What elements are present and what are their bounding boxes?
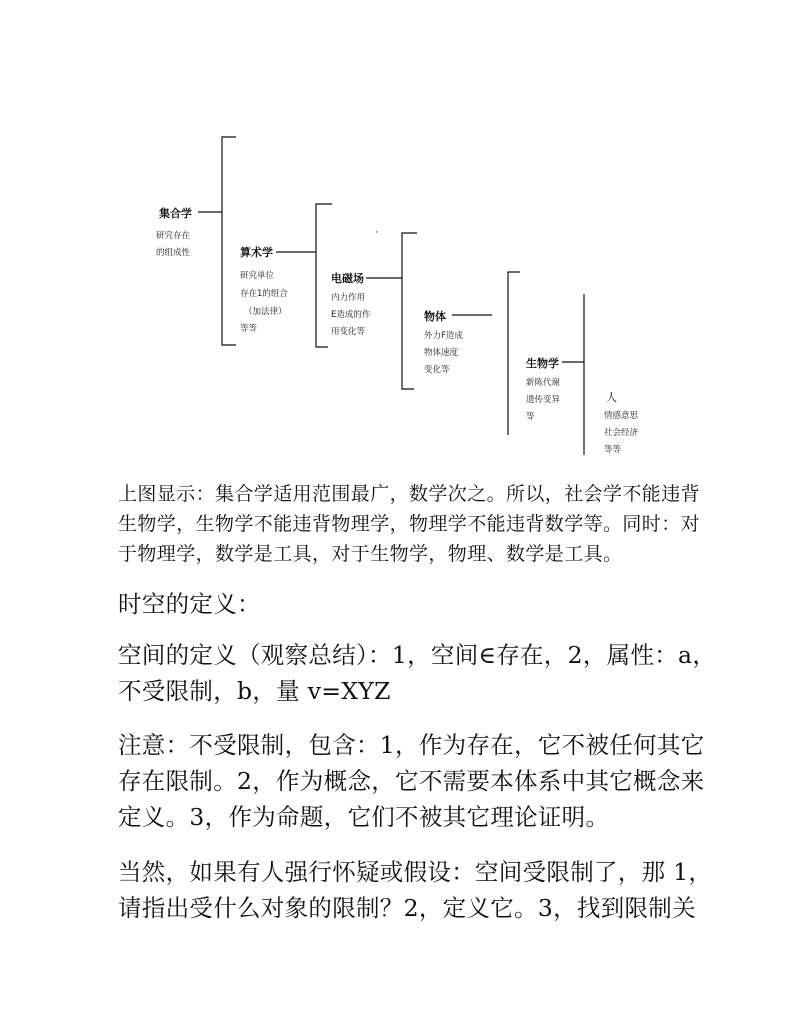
node-title: 人	[606, 391, 617, 404]
diagram-node-electromagnetic-field	[331, 271, 371, 337]
section-heading: 时空的定义：	[118, 590, 261, 618]
node-title: 集合学	[159, 207, 192, 220]
text-line: 当然，如果有人强行怀疑或假设：空间受限制了，那 1，	[118, 858, 713, 886]
node-line: 遗传变异	[526, 395, 561, 405]
space-definition-paragraph	[118, 637, 716, 709]
node-line: 外力F造成	[424, 331, 463, 341]
node-title: 电磁场	[331, 272, 364, 285]
node-line: 物体速度	[424, 348, 459, 358]
node-line: 内力作用	[331, 293, 366, 303]
text-line: 注意：不受限制，包含：1，作为存在，它不被任何其它	[118, 731, 705, 759]
text-line: 存在限制。2，作为概念，它不需要本体系中其它概念来	[118, 767, 705, 795]
diagram-node-biology	[526, 356, 561, 422]
node-line: 存在1的组合	[240, 289, 288, 299]
diagram-node-physical-body	[424, 309, 463, 375]
node-line: 变化等	[424, 365, 450, 375]
diagram-node-human	[604, 391, 639, 455]
node-line: 等	[526, 412, 535, 422]
node-line: 的组成性	[156, 248, 191, 258]
text-line: 请指出受什么对象的限制？2，定义它。3，找到限制关	[118, 894, 696, 922]
doubt-paragraph	[118, 854, 712, 926]
text-line: 定义。3，作为命题，它们不被其它理论证明。	[118, 803, 610, 831]
diagram-node-arithmetic	[240, 245, 288, 334]
diagram-node-set-theory	[156, 206, 192, 258]
node-line: 情感意思	[604, 411, 639, 421]
text-line: 不受限制，b，量 v=XYZ	[118, 677, 391, 705]
node-line: （加法律）	[244, 307, 287, 317]
text-line: 空间的定义（观察总结）：1，空间∈存在，2，属性：a，	[118, 641, 717, 669]
node-title: 物体	[424, 310, 446, 323]
node-title: 算术学	[240, 246, 273, 259]
node-line: 新陈代谢	[526, 378, 561, 388]
node-line: 用变化等	[331, 327, 366, 337]
text-line: 上图显示：集合学适用范围最广，数学次之。所以，社会学不能违背	[118, 483, 701, 505]
node-line: 研究单位	[240, 271, 275, 281]
node-line: 等等	[604, 445, 622, 455]
node-title: 生物学	[526, 357, 559, 370]
hierarchy-diagram	[0, 0, 800, 470]
caption-paragraph	[118, 479, 700, 569]
note-paragraph	[118, 727, 704, 835]
text-line: 于物理学，数学是工具，对于生物学，物理、数学是工具。	[118, 543, 623, 565]
node-line: 等等	[240, 324, 258, 334]
text-line: 生物学，生物学不能违背物理学，物理学不能违背数学等。同时：对	[118, 513, 701, 535]
node-line: 研究存在	[156, 231, 191, 241]
node-line: 社会经济	[604, 428, 639, 438]
node-line: E造成的作	[331, 310, 371, 320]
